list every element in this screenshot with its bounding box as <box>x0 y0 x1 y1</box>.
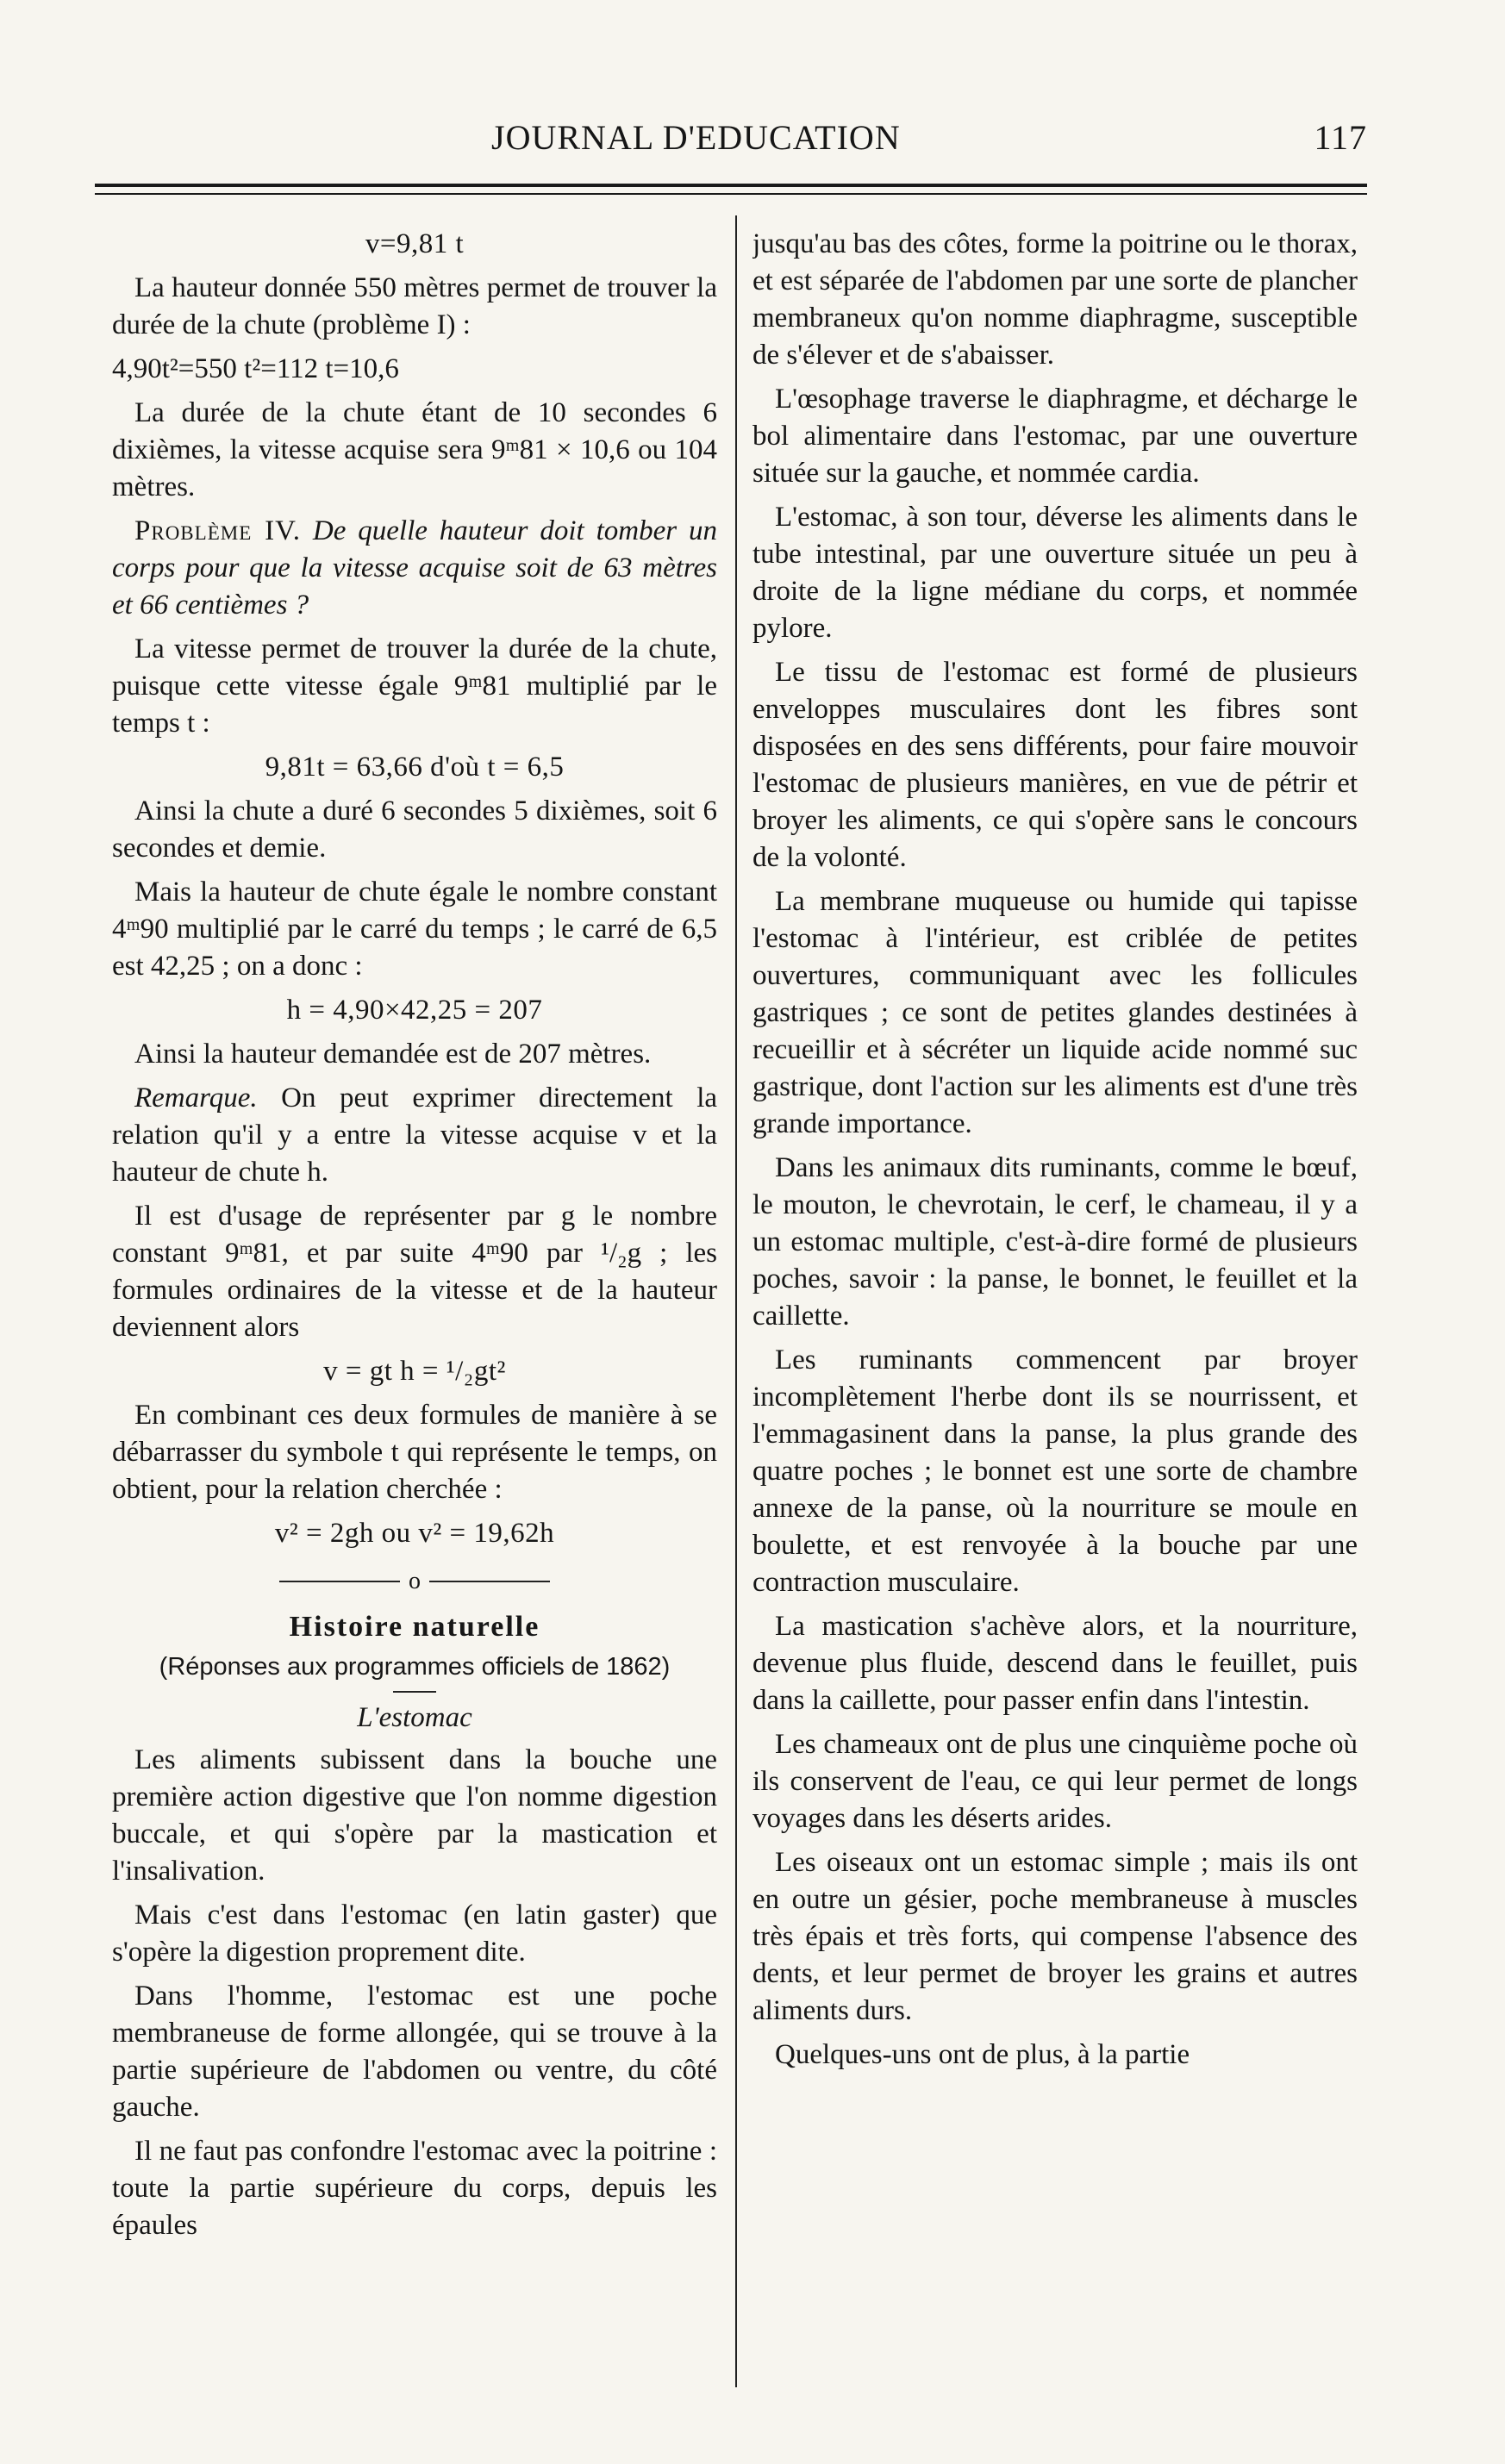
separator-mark: o <box>409 1568 421 1594</box>
formula-velocity: v=9,81 t <box>365 228 465 259</box>
section-note: (Réponses aux programmes officiels de 1862) <box>159 1653 671 1681</box>
paragraph: La mastication s'achève alors, et la nourriture, devenue plus fluide, descend dans le feuillet, puis dans la caillette, pour passer enfin dans l'intestin. <box>752 1611 1358 1716</box>
paragraph: Ainsi la hauteur demandée est de 207 mètres. <box>134 1039 652 1070</box>
page-header <box>95 117 1367 169</box>
problem-label: Problème IV. <box>134 515 301 546</box>
formula-pair: v = gt h = ¹/₂gt² <box>323 1356 506 1387</box>
paragraph: Le tissu de l'estomac est formé de plusieurs enveloppes musculaires dont les fibres sont disposées en des sens différents, pour faire mouvoir l'estomac de plusieurs manières, en vue de pétrir et broyer les aliments, ce qui s'opère sans le concours de la volonté. <box>752 657 1358 873</box>
separator-dash <box>279 1581 400 1582</box>
paragraph: Les oiseaux ont un estomac simple ; mais ils ont en outre un gésier, poche membraneuse à muscles très épais et très forts, qui compense l'absence des dents, et leur permet de broyer les grains et autres aliments durs. <box>752 1847 1358 2026</box>
paragraph: Quelques-uns ont de plus, à la partie <box>775 2039 1190 2070</box>
problem-statement: De quelle hauteur doit tomber un corps pour que la vitesse acquise soit de 63 mètres et 66 centièmes ? <box>112 515 717 621</box>
paragraph: Dans l'homme, l'estomac est une poche membraneuse de forme allongée, qui se trouve à la partie supérieure de l'abdomen ou ventre, du côté gauche. <box>112 1981 717 2123</box>
section-separator <box>112 1563 717 1600</box>
paragraph: L'estomac, à son tour, déverse les aliments dans le tube intestinal, par une ouverture située un peu à droite de la ligne médiane du corps, et nommée pylore. <box>752 502 1358 644</box>
paragraph: Mais la hauteur de chute égale le nombre constant 4ᵐ90 multiplié par le carré du temps ; le carré de 6,5 est 42,25 ; on a donc : <box>112 876 717 982</box>
column-divider <box>735 215 737 2387</box>
section-title: Histoire naturelle <box>289 1611 540 1643</box>
paragraph: Les chameaux ont de plus une cinquième poche où ils conservent de l'eau, ce qui leur permet de longs voyages dans les déserts arides. <box>752 1729 1358 1834</box>
paragraph: Il ne faut pas confondre l'estomac avec la poitrine : toute la partie supérieure du corps, depuis les épaules <box>112 2136 717 2241</box>
paragraph: Les ruminants commencent par broyer incomplètement l'herbe dont ils se nourrissent, et l'emmagasinent dans la panse, la plus grande des quatre poches ; le bonnet est une sorte de chambre annexe de la panse, où la nourriture se moule en boulette, et est renvoyée à la bouche par une contraction musculaire. <box>752 1344 1358 1598</box>
problem-iv <box>112 513 717 624</box>
paragraph: Ainsi la chute a duré 6 secondes 5 dixièmes, soit 6 secondes et demie. <box>112 795 717 864</box>
page-number: 117 <box>1314 118 1367 157</box>
formula-time: 9,81t = 63,66 d'où t = 6,5 <box>265 752 565 783</box>
right-column <box>752 226 1358 2398</box>
short-divider <box>393 1691 436 1693</box>
paragraph: L'œsophage traverse le diaphragme, et décharge le bol alimentaire dans l'estomac, par une ouverture située sur la gauche, et nommée cardia. <box>752 384 1358 489</box>
paragraph: La durée de la chute étant de 10 secondes 6 dixièmes, la vitesse acquise sera 9ᵐ81 × 10,6 ou 104 mètres. <box>112 397 717 502</box>
paragraph: Dans les animaux dits ruminants, comme le bœuf, le mouton, le chevrotain, le cerf, le chameau, il y a un estomac multiple, c'est-à-dire formé de plusieurs poches, savoir : la panse, le bonnet, le feuillet et la caillette. <box>752 1152 1358 1332</box>
left-column <box>112 226 717 2398</box>
header-rule-thin <box>95 193 1367 195</box>
remark-text: On peut exprimer directement la relation qu'il y a entre la vitesse acquise v et la hauteur de chute h. <box>112 1082 717 1188</box>
remark-label: Remarque. <box>134 1082 258 1113</box>
running-title: JOURNAL D'EDUCATION <box>491 118 901 157</box>
header-rule-thick <box>95 184 1367 187</box>
separator-dash <box>429 1581 550 1582</box>
remark <box>112 1080 717 1191</box>
paragraph: Les aliments subissent dans la bouche une première action digestive que l'on nomme digestion buccale, et qui s'opère par la mastication et l'insalivation. <box>112 1744 717 1887</box>
paragraph: La membrane muqueuse ou humide qui tapisse l'estomac à l'intérieur, est criblée de petites ouvertures, communiquant avec les follicules gastriques ; ce sont de petites glandes destinées à recueillir et à sécréter un liquide acide nommé suc gastrique, dont l'action sur les aliments est d'une très grande importance. <box>752 886 1358 1139</box>
formula-duration: 4,90t²=550 t²=112 t=10,6 <box>112 353 399 384</box>
formula-relation: v² = 2gh ou v² = 19,62h <box>274 1518 555 1549</box>
paragraph: En combinant ces deux formules de manière à se débarrasser du symbole t qui représente le temps, on obtient, pour la relation cherchée : <box>112 1400 717 1505</box>
paragraph: Il est d'usage de représenter par g le nombre constant 9ᵐ81, et par suite 4ᵐ90 par ¹/₂g ; les formules ordinaires de la vitesse et de la hauteur deviennent alors <box>112 1201 717 1343</box>
paragraph: La vitesse permet de trouver la durée de la chute, puisque cette vitesse égale 9ᵐ81 multiplié par le temps t : <box>112 633 717 739</box>
paragraph: jusqu'au bas des côtes, forme la poitrine ou le thorax, et est séparée de l'abdomen par une sorte de plancher membraneux qu'on nomme diaphragme, susceptible de s'élever et de s'abaisser. <box>752 228 1358 371</box>
paragraph: La hauteur donnée 550 mètres permet de trouver la durée de la chute (problème I) : <box>112 272 717 340</box>
article-subtitle: L'estomac <box>357 1702 472 1733</box>
formula-height: h = 4,90×42,25 = 207 <box>286 995 543 1026</box>
paragraph: Mais c'est dans l'estomac (en latin gaster) que s'opère la digestion proprement dite. <box>112 1899 717 1968</box>
